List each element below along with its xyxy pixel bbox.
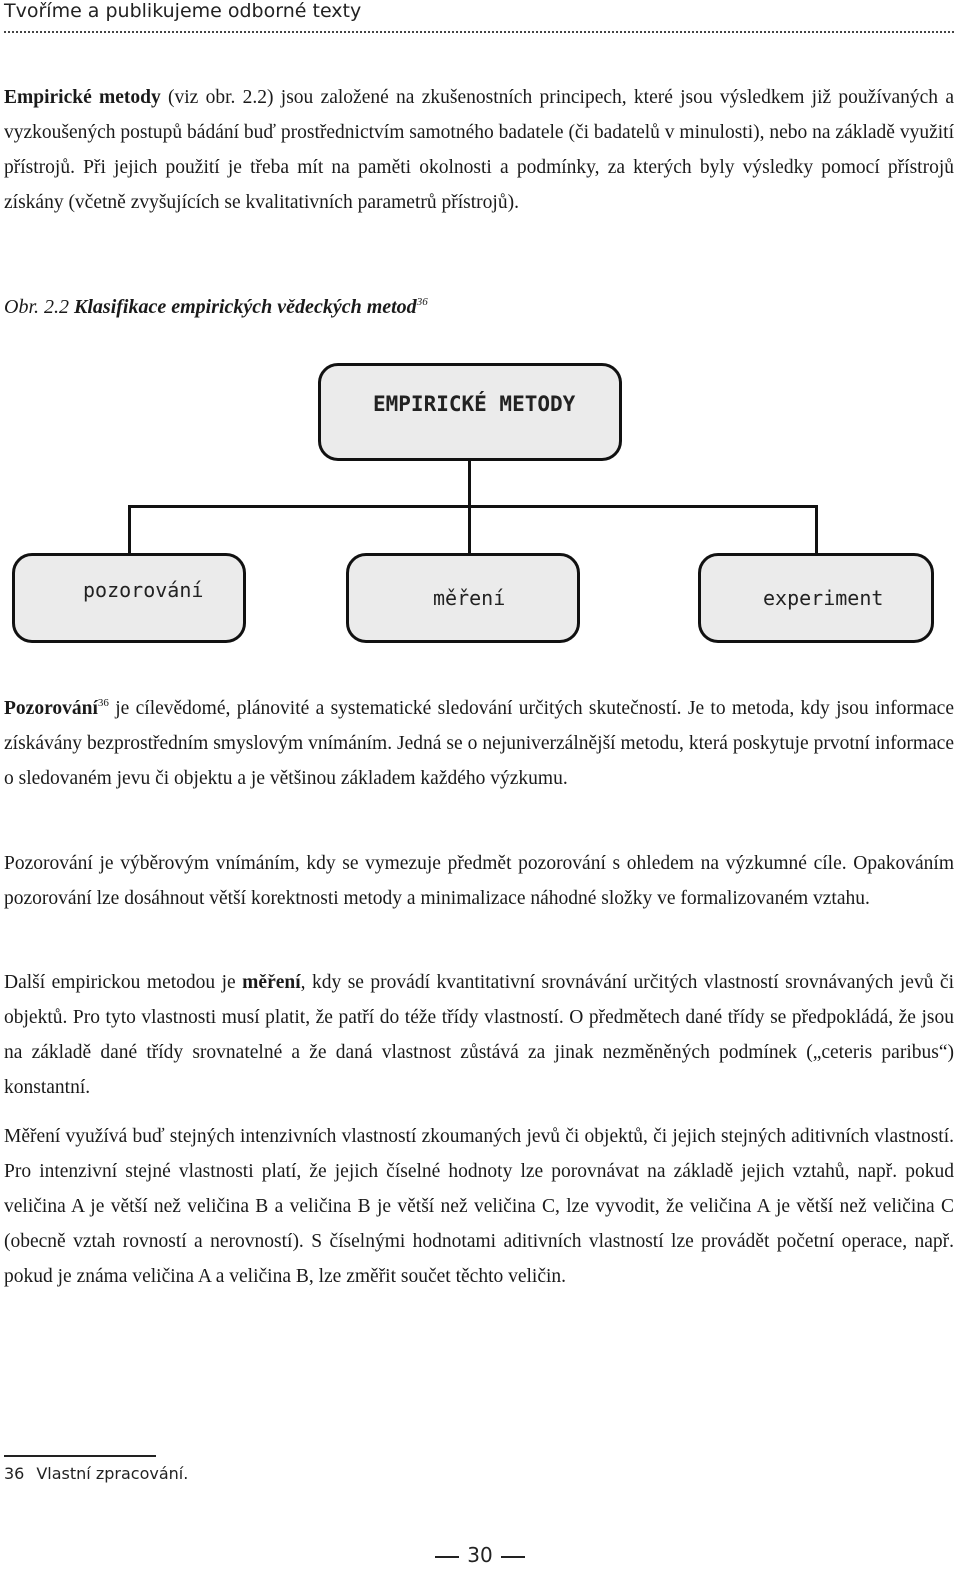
footnote-divider (4, 1455, 156, 1457)
running-header: Tvoříme a publikujeme odborné texty (4, 0, 362, 22)
pozorovani-footnote-ref: 36 (97, 697, 109, 709)
paragraph-mereni-2 (4, 1119, 954, 1294)
node-pozorovani (12, 553, 246, 643)
paragraph-pozorovani (4, 691, 954, 796)
node-empiricke-metody (318, 363, 622, 461)
methods-diagram (0, 355, 960, 655)
node-experiment (698, 553, 934, 643)
page-number-dash-right (501, 1556, 525, 1558)
node-child-label: experiment (763, 586, 884, 610)
paragraph-text: Pozorování je výběrovým vnímáním, kdy se vymezuje předmět pozorování s ohledem na výzkumné cíle. Opakováním pozorování lze dosáhnout větší korektnosti metody a minimalizace náhodné složky ve formalizovaném vztahu. (4, 853, 954, 909)
node-root-label: EMPIRICKÉ METODY (373, 392, 576, 416)
connector-bar (128, 505, 818, 508)
connector-center (468, 505, 471, 553)
paragraph-text: Měření využívá buď stejných intenzivních vlastností zkoumaných jevů či objektů, či jejich stejných aditivních vlastností. Pro intenzivní stejné vlastnosti platí, že jejich číselné hodnoty lze porovnávat na základě jejich vztahů, např. pokud veličina A je větší než veličina B a veličina B je větší než veličina C, lze vyvodit, že veličina A je větší než veličina C (obecně vztah rovností a nerovností). S číselnými hodnotami aditivních vlastností lze provádět početní operace, např. pokud je známa veličina A a veličina B, lze změřit součet těchto veličin. (4, 1126, 954, 1287)
page-number-dash-left (435, 1556, 459, 1558)
footnote-text: Vlastní zpracování. (36, 1464, 189, 1483)
pozorovani-text: je cílevědomé, plánovité a systematické sledování určitých skutečností. Je to metoda, kdy jsou informace získávány bezprostředním smyslovým vnímáním. Jedná se o nejuniverzálnější metodu, která poskytuje prvotní informace o sledovaném jevu či objektu a je většinou základem každého výzkumu. (4, 698, 954, 789)
connector-left (128, 505, 131, 553)
node-mereni (346, 553, 580, 643)
mereni-before: Další empirickou metodou je (4, 972, 243, 993)
footnote (4, 1464, 188, 1483)
pozorovani-term: Pozorování (4, 698, 98, 719)
node-child-label: měření (433, 586, 506, 610)
page-number: 30 (467, 1543, 493, 1567)
intro-term: Empirické metody (4, 87, 161, 108)
figure-label: Obr. 2.2 (4, 296, 70, 318)
mereni-after: , kdy se provádí kvantitativní srovnávání určitých vlastností srovnávaných jevů či objektů. Pro tyto vlastnosti musí platit, že patří do téže třídy vlastností. O předmětech dané třídy se předpokládá, že jsou na základě dané třídy srovnatelné a že daná vlastnost zůstává za jinak nezměněných podmínek („ceteris paribus“) konstantní. (4, 972, 954, 1098)
connector-trunk (468, 461, 471, 507)
intro-paragraph (4, 80, 954, 220)
intro-text: (viz obr. 2.2) jsou založené na zkušenostních principech, které jsou výsledkem již používaných a vyzkoušených postupů bádání buď prostřednictvím samotného badatele (či badatelů v minulosti), nebo na základě využití přístrojů. Při jejich použití je třeba mít na paměti okolnosti a podmínky, za kterých byly výsledky pomocí přístrojů získány (včetně zvyšujících se kvalitativních parametrů přístrojů). (4, 87, 954, 213)
paragraph-pozorovani-2 (4, 846, 954, 916)
figure-caption (4, 296, 428, 319)
page-number-area (0, 1543, 960, 1567)
figure-footnote-ref: 36 (416, 296, 428, 308)
header-divider (4, 31, 954, 33)
connector-right (815, 505, 818, 553)
figure-title: Klasifikace empirických vědeckých metod (74, 296, 417, 318)
mereni-term: měření (242, 972, 301, 993)
paragraph-mereni (4, 965, 954, 1105)
footnote-number: 36 (4, 1464, 25, 1483)
node-child-label: pozorování (83, 578, 204, 602)
